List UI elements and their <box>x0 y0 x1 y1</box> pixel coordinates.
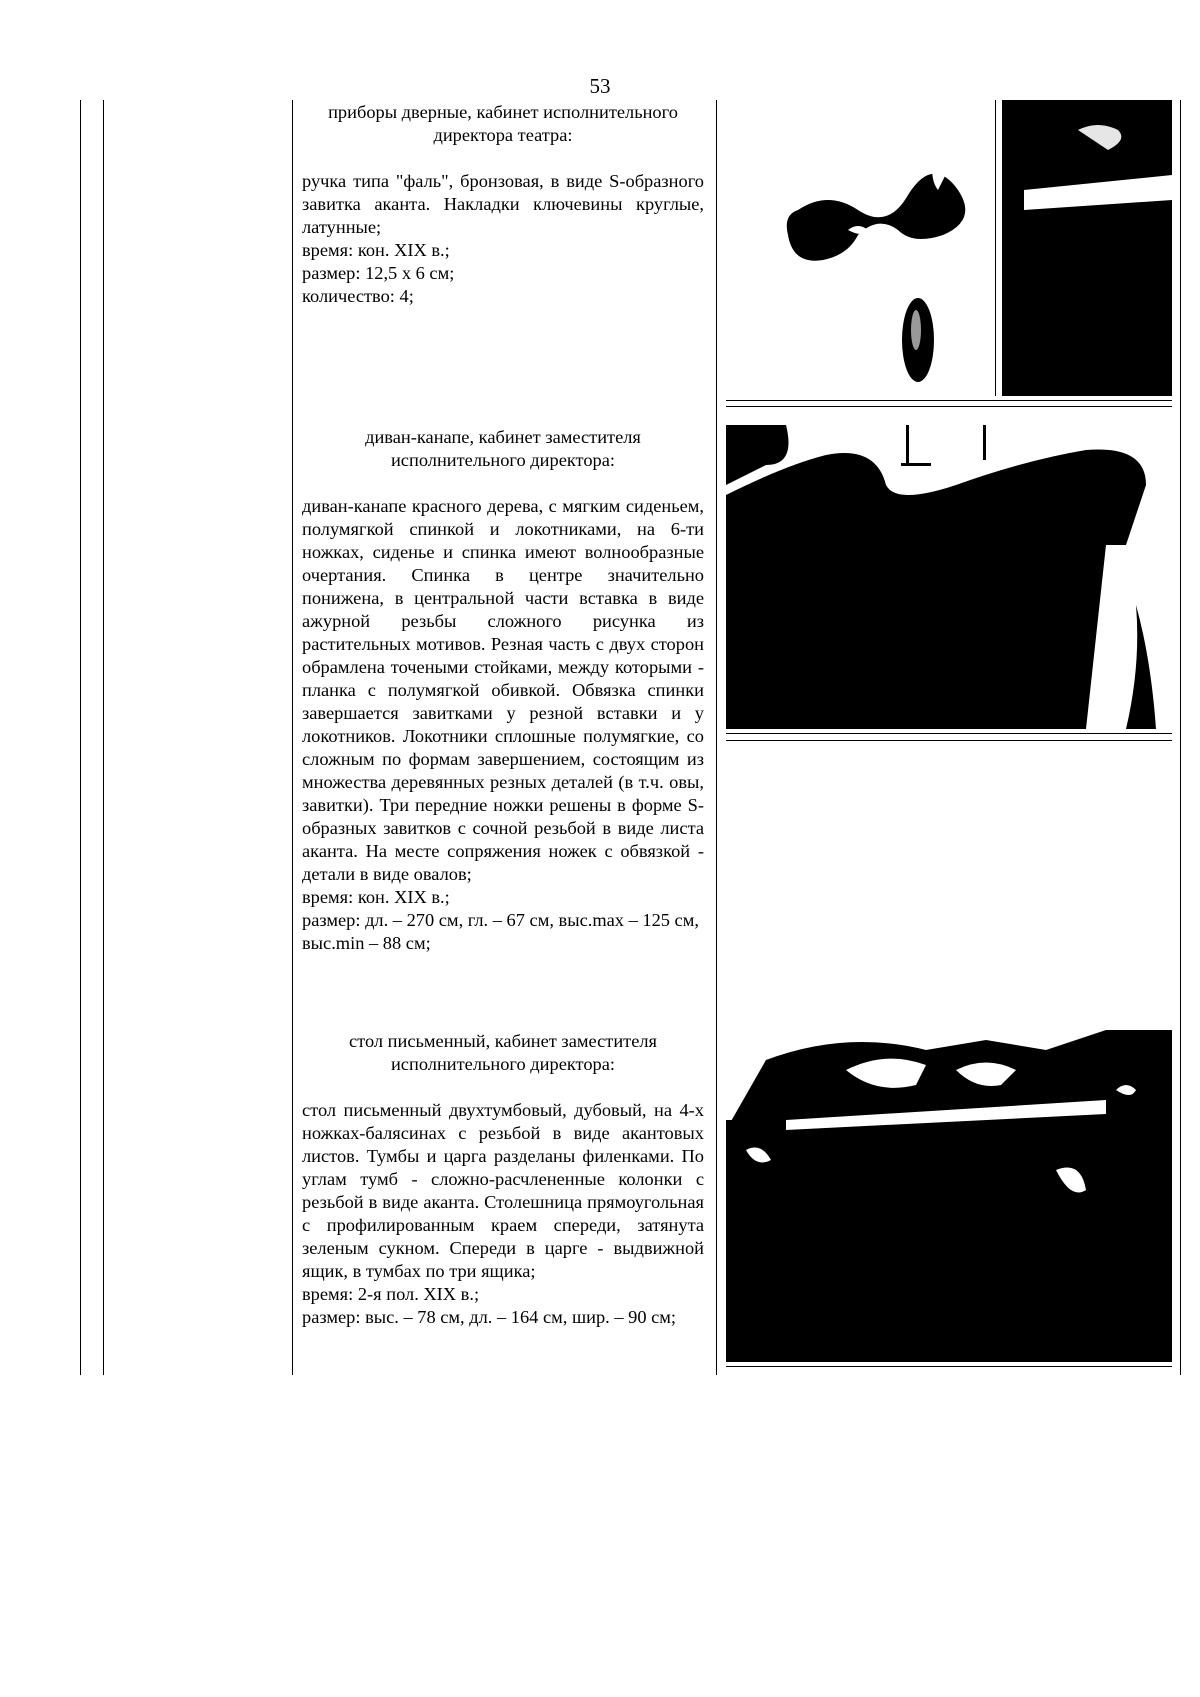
item-size: размер: дл. – 270 см, гл. – 67 см, выс.max – 125 см, выс.min – 88 см; <box>302 910 699 953</box>
item-time: время: 2-я пол. XIX в.; <box>302 1284 480 1304</box>
photo-row-divider-1a <box>726 400 1172 401</box>
item-heading-line: директора театра: <box>433 125 573 145</box>
item-door-fittings <box>302 101 704 308</box>
item-heading-line: стол письменный, кабинет заместителя <box>348 1031 658 1051</box>
item-heading-line: диван-канапе, кабинет заместителя <box>365 427 641 447</box>
item-description: ручка типа "фаль", бронзовая, в виде S-образного завитка аканта. Накладки ключевины круглые, латунные; <box>302 171 704 237</box>
item-time: время: кон. XIX в.; <box>302 240 450 260</box>
item-heading-line: исполнительного директора: <box>390 450 616 470</box>
door-handle-photo <box>748 100 1172 396</box>
table-border-left-inner <box>103 100 104 1375</box>
item-heading <box>302 426 704 472</box>
sofa-photo <box>726 425 1172 729</box>
item-description: диван-канапе красного дерева, с мягким сиденьем, полумягкой спинкой и локотниками, на 6-ти ножках, сиденье и спинка имеют волнообразные очертания. Спинка в центре значительно понижена, в центральной части вставка в виде ажурной резьбы сложного рисунка из растительных мотивов. Резная часть с двух сторон обрамлена точеными стойками, между которыми - планка с полумягкой обивкой. Обвязка спинки завершается завитками у резной вставки и у локотников. Локотники сплошные полумягкие, со сложным по формам завершением, состоящим из множества деревянных резных деталей (в т.ч. овы, завитки). Три передние ножки решены в форме S-образных завитков с сочной резьбой в виде листа аканта. На месте сопряжения ножек с обвязкой - детали в виде овалов; <box>302 496 704 884</box>
item-heading <box>302 1030 704 1076</box>
item-heading-line: исполнительного директора: <box>390 1054 616 1074</box>
desk-photo <box>726 1030 1172 1362</box>
item-size: размер: 12,5 х 6 см; <box>302 263 455 283</box>
table-border-right <box>1180 100 1181 1375</box>
table-border-left-outer <box>80 100 81 1375</box>
photo-row-divider-2a <box>726 733 1172 734</box>
item-sofa <box>302 426 704 955</box>
item-time: время: кон. XIX в.; <box>302 887 450 907</box>
photo-row-divider-2b <box>726 740 1172 741</box>
item-desk <box>302 1030 704 1329</box>
table-border-text-left <box>292 100 293 1375</box>
item-description: стол письменный двухтумбовый, дубовый, на 4-х ножках-балясинах с резьбой в виде акантовых листов. Тумбы и царга разделаны филенками. По углам тумб - сложно-расчлененные колонки с резьбой в виде аканта. Столешница прямоугольная с профилированным краем спереди, затянута зеленым сукном. Спереди в царге - выдвижной ящик, в тумбах по три ящика; <box>302 1100 704 1281</box>
photo-row-divider-1b <box>726 406 1172 407</box>
item-heading-line: приборы дверные, кабинет исполнительного <box>328 102 678 122</box>
table-border-text-right <box>716 100 717 1375</box>
page-number: 53 <box>589 74 611 98</box>
item-heading <box>302 101 704 147</box>
item-size: размер: выс. – 78 см, дл. – 164 см, шир. – 90 см; <box>302 1307 677 1327</box>
photo-row-divider-3 <box>726 1366 1172 1367</box>
item-quantity: количество: 4; <box>302 286 414 306</box>
